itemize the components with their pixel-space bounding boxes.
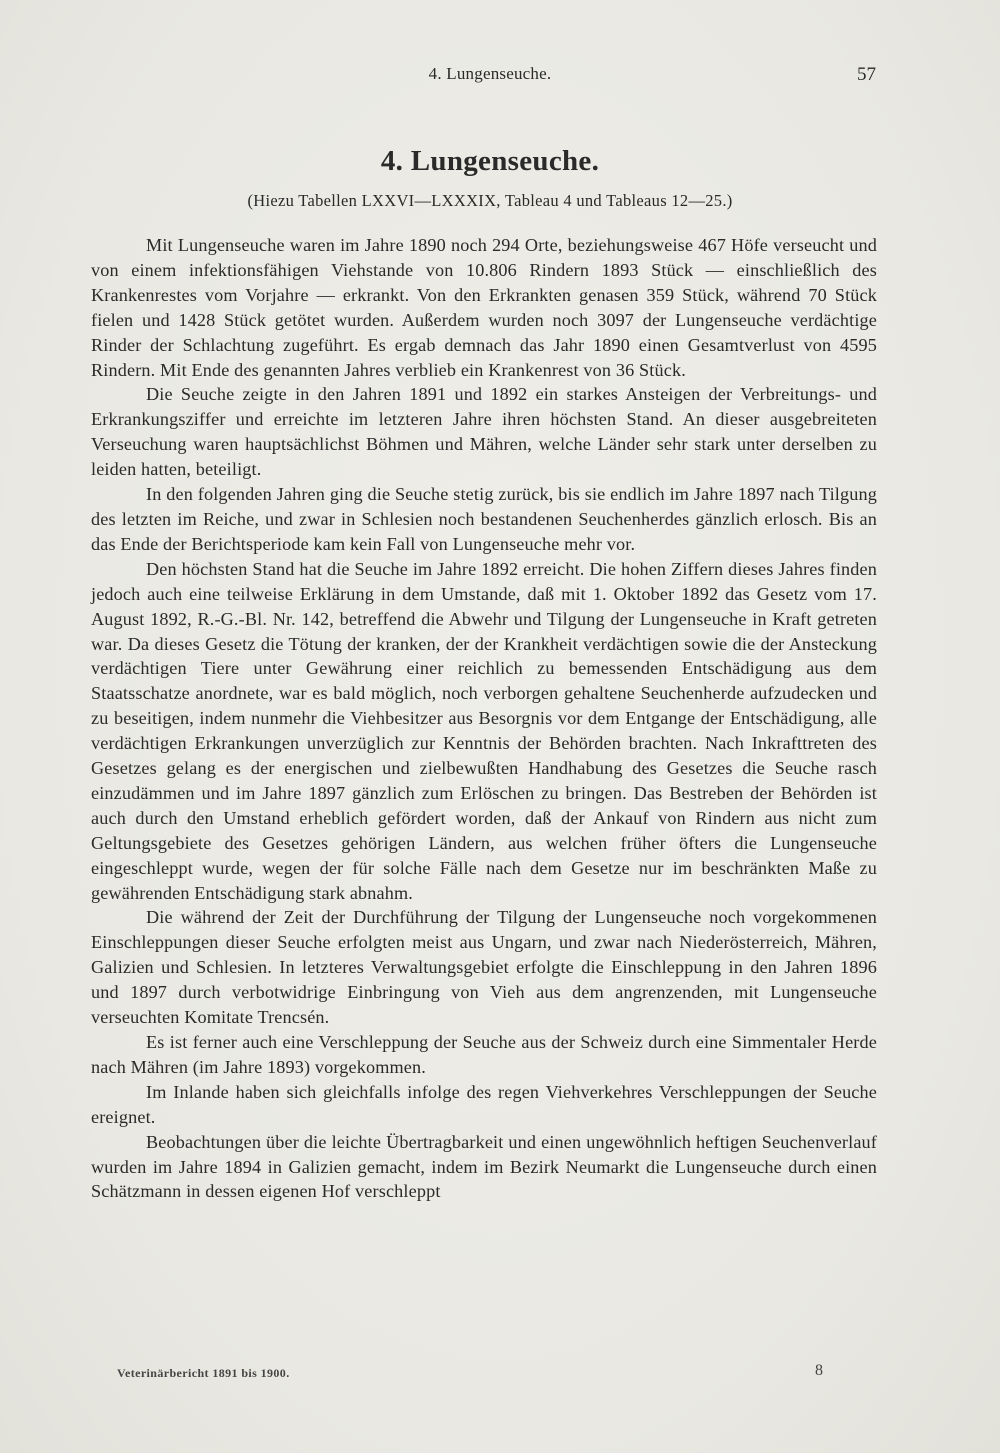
chapter-title: 4. Lungenseuche. [380,145,600,177]
running-title: 4. Lungenseuche. [428,64,552,83]
paragraph: Den höchsten Stand hat die Seuche im Jahre 1892 erreicht. Die hohen Ziffern dieses Jahres finden jedoch auch eine teilweise Erklärung in dem Umstande, daß mit 1. Oktober 1892 das Gesetz vom 17. August 1892, R.-G.-Bl. Nr. 142, betreffend die Abwehr und Tilgung der Lungenseuche in Kraft getreten war. Da dieses Gesetz die Tötung der kranken, der der Krankheit verdächtigen sowie die der Ansteckung verdächtigen Tiere unter Gewährung einer reichlich zu bemessenden Entschädigung aus dem Staatsschatze anordnete, war es bald möglich, noch verborgen gehaltene Seuchenherde aufzudecken und zu beseitigen, indem nunmehr die Viehbesitzer aus Besorgnis vor dem Entgange der Entschädigung, alle verdächtigen Erkrankungen unverzüglich zur Kenntnis der Behörden brachten. Nach Inkrafttreten des Gesetzes gelang es der energischen und zielbewußten Handhabung des Gesetzes die Seuche rasch einzudämmen und im Jahre 1897 gänzlich zum Erlöschen zu bringen. Das Bestreben der Behörden ist auch durch den Umstand erheblich gefördert worden, daß der Ankauf von Rindern aus nicht zum Geltungsgebiete des Gesetzes gehörigen Ländern, aus welchen früher öfters die Lungenseuche eingeschleppt wurde, wegen der für solche Fälle nach dem Gesetze nur im beschränkten Maße zu gewährenden Entschädigung stark abnahm. [91,558,877,903]
chapter-subtitle: (Hiezu Tabellen LXXVI—LXXXIX, Tableau 4 und Tableaus 12—25.) [247,191,733,210]
running-head [0,64,1000,88]
body-text [91,233,877,1204]
paragraph: Mit Lungenseuche waren im Jahre 1890 noch 294 Orte, beziehungsweise 467 Höfe verseucht und von einem infektionsfähigen Viehstande von 10.806 Rindern 1893 Stück — einschließlich des Krankenrestes vom Vorjahre — erkrankt. Von den Erkrankten genasen 359 Stück, während 70 Stück fielen und 1428 Stück getötet wurden. Außerdem wurden noch 3097 der Lungenseuche verdächtige Rinder der Schlachtung zugeführt. Es ergab demnach das Jahr 1890 einen Gesamtverlust von 4595 Rindern. Mit Ende des genannten Jahres verblieb ein Krankenrest von 36 Stück. [91,235,877,380]
page-number: 57 [857,64,876,85]
paragraph: Im Inlande haben sich gleichfalls infolge des regen Viehverkehres Verschleppungen der Seuche ereignet. [91,1081,877,1127]
footer-signature-line: Veterinärbericht 1891 bis 1900. [117,1366,290,1380]
paragraph: Es ist ferner auch eine Verschleppung der Seuche aus der Schweiz durch eine Simmentaler Herde nach Mähren (im Jahre 1893) vorgekommen. [91,1032,877,1077]
paragraph: Beobachtungen über die leichte Übertragbarkeit und einen ungewöhnlich heftigen Seuchenverlauf wurden im Jahre 1894 in Galizien gemacht, indem im Bezirk Neumarkt die Lungenseuche durch einen Schätzmann in dessen eigenen Hof verschleppt [91,1131,877,1202]
paragraph: Die während der Zeit der Durchführung der Tilgung der Lungenseuche noch vorgekommenen Einschleppungen dieser Seuche erfolgten meist aus Ungarn, und zwar nach Niederösterreich, Mähren, Galizien und Schlesien. In letzteres Verwaltungsgebiet erfolgte die Einschleppung in den Jahren 1896 und 1897 durch verbotwidrige Einbringung von Vieh aus dem angrenzenden, mit Lungenseuche verseuchten Komitate Trencsén. [91,907,877,1028]
paragraph: Die Seuche zeigte in den Jahren 1891 und 1892 ein starkes Ansteigen der Verbreitungs- und Erkrankungsziffer und erreichte im letzteren Jahre ihren höchsten Stand. An dieser ausgebreiteten Verseuchung waren hauptsächlichst Böhmen und Mähren, welche Länder sehr stark unter derselben zu leiden hatten, beteiligt. [91,384,877,480]
footer-sheet-number: 8 [815,1362,823,1379]
paragraph: In den folgenden Jahren ging die Seuche stetig zurück, bis sie endlich im Jahre 1897 nach Tilgung des letzten im Reiche, und zwar in Schlesien noch bestandenen Seuchenherdes gänzlich erlosch. Bis an das Ende der Berichtsperiode kam kein Fall von Lungenseuche mehr vor. [91,484,877,554]
